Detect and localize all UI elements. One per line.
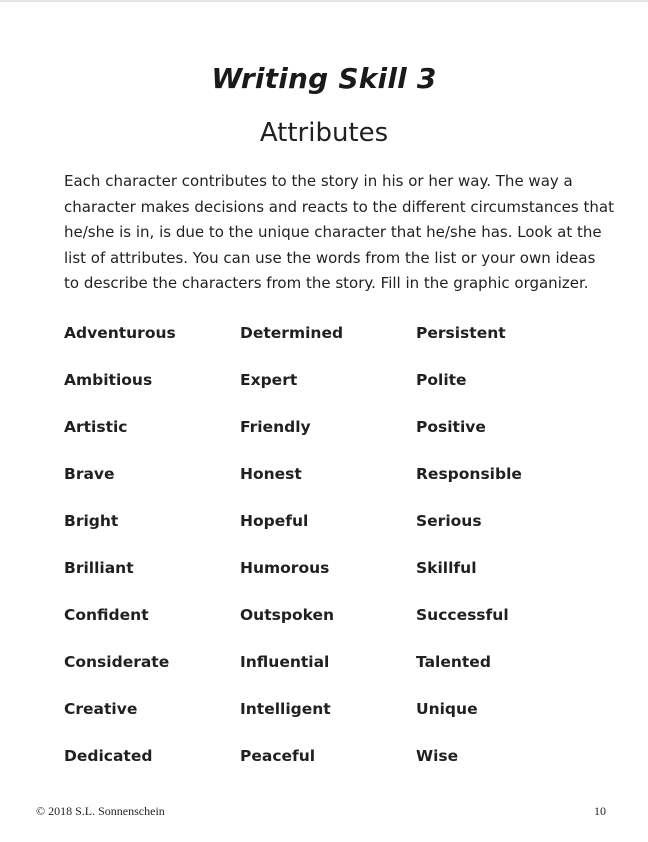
attribute-word: Bright <box>64 512 119 530</box>
attribute-word: Brilliant <box>64 559 134 577</box>
attribute-word: Confident <box>64 606 149 624</box>
attribute-word: Honest <box>240 465 302 483</box>
attribute-word: Ambitious <box>64 371 153 389</box>
copyright-footer: © 2018 S.L. Sonnenschein <box>36 804 165 818</box>
page-subtitle: Attributes <box>259 118 389 148</box>
page-title: Writing Skill 3 <box>211 62 437 95</box>
attribute-word: Humorous <box>240 559 330 577</box>
attribute-word: Determined <box>240 324 344 342</box>
attribute-word: Dedicated <box>64 747 153 765</box>
intro-line: to describe the characters from the story. Fill in the graphic organizer. <box>64 274 589 292</box>
attribute-row <box>64 747 544 794</box>
page-number: 10 <box>594 804 606 818</box>
attribute-word: Persistent <box>416 324 506 342</box>
attribute-word-list <box>64 324 544 794</box>
attribute-word: Skillful <box>416 559 477 577</box>
attribute-word: Intelligent <box>240 700 331 718</box>
attribute-word: Expert <box>240 371 298 389</box>
intro-line: character makes decisions and reacts to the different circumstances that <box>64 197 614 216</box>
attribute-word: Peaceful <box>240 747 316 765</box>
attribute-word: Hopeful <box>240 512 309 530</box>
intro-line: he/she is in, is due to the unique character that he/she has. Look at the <box>64 223 602 241</box>
attribute-word: Outspoken <box>240 606 335 624</box>
attribute-row <box>64 418 544 465</box>
intro-line: list of attributes. You can use the words from the list or your own ideas <box>64 248 596 267</box>
attribute-word: Talented <box>416 653 491 671</box>
attribute-word: Artistic <box>64 418 128 436</box>
attribute-word: Influential <box>240 653 330 671</box>
attribute-row <box>64 324 544 371</box>
intro-paragraph <box>64 169 614 297</box>
attribute-word: Unique <box>416 700 478 718</box>
attribute-word: Considerate <box>64 653 170 671</box>
intro-line: Each character contributes to the story in his or her way. The way a <box>64 172 573 190</box>
attribute-row <box>64 371 544 418</box>
attribute-word: Successful <box>416 606 509 624</box>
attribute-row <box>64 512 544 559</box>
attribute-word: Serious <box>416 512 482 530</box>
attribute-word: Friendly <box>240 418 311 436</box>
attribute-word: Positive <box>416 418 486 436</box>
attribute-row <box>64 559 544 606</box>
attribute-word: Creative <box>64 700 138 718</box>
top-rule <box>0 0 648 2</box>
attribute-word: Brave <box>64 465 115 483</box>
attribute-row <box>64 606 544 653</box>
attribute-word: Polite <box>416 371 467 389</box>
attribute-word: Adventurous <box>64 324 176 342</box>
attribute-row <box>64 465 544 512</box>
attribute-row <box>64 700 544 747</box>
attribute-word: Responsible <box>416 465 522 483</box>
attribute-row <box>64 653 544 700</box>
attribute-word: Wise <box>416 747 459 765</box>
